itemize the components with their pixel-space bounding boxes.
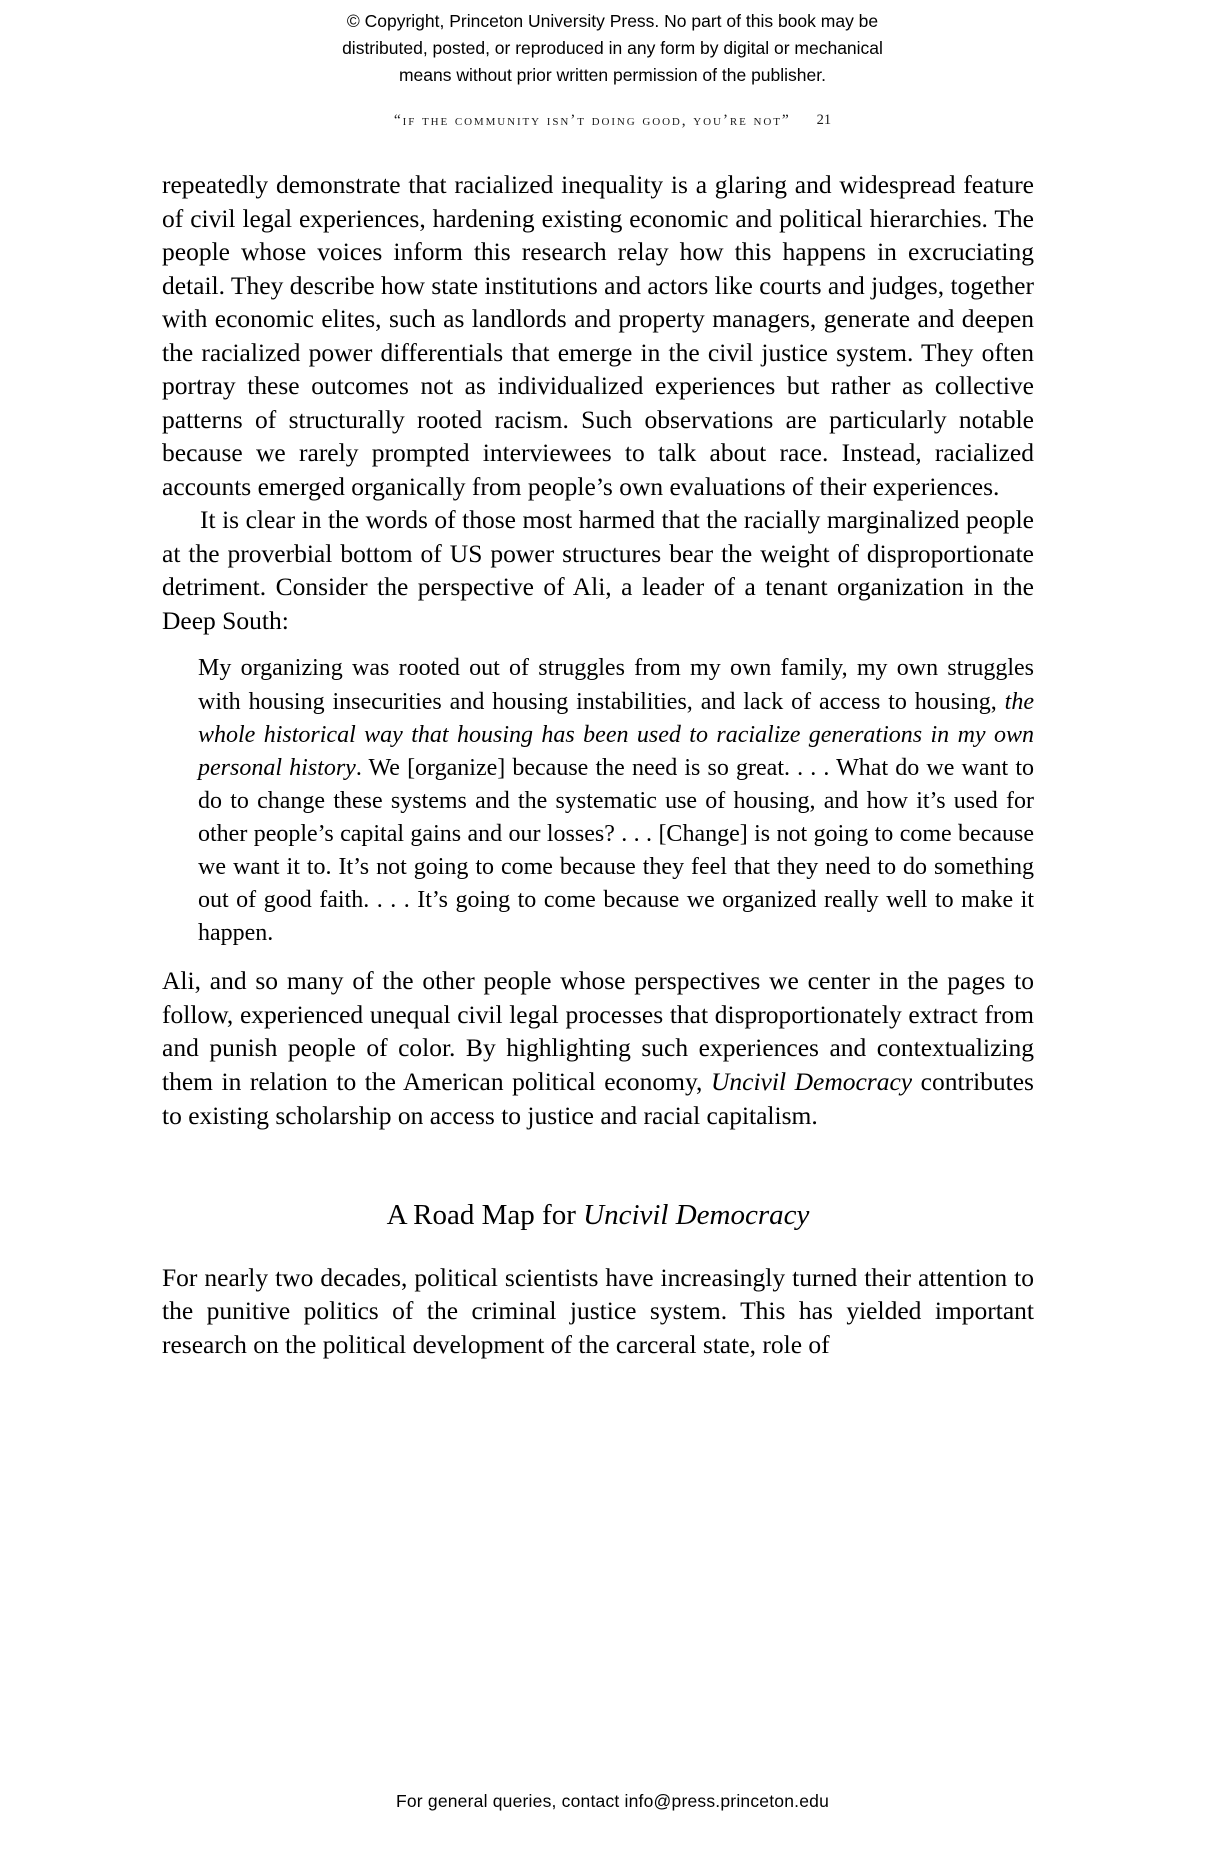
section-heading-prefix: A Road Map for	[386, 1199, 584, 1232]
copyright-notice	[0, 8, 1225, 89]
copyright-line-1: © Copyright, Princeton University Press. No part of this book may be	[346, 11, 879, 31]
running-head-title: “if the community isn’t doing good, you’re not”	[393, 112, 791, 129]
quote-text-part-2: . We [organize] because the need is so great. . . . What do we want to do to change these systems and the systematic use of housing, and how it’s used for other people’s capital gains and our losses? . . . [Change] is not going to come because we want it to. It’s not going to come because they feel that they need to do something out of good faith. . . . It’s going to come because we organized really well to make it happen.	[198, 754, 1034, 947]
copyright-line-3: means without prior written permission of the publisher.	[398, 65, 826, 86]
paragraph-three-part-1: Ali, and so many of the other people whose perspectives we center in the pages to follow, experienced unequal civil legal processes that disproportionately extract from and punish people of color. By highlighting such experiences and contextualizing them in relation to the American political economy,	[162, 966, 1034, 1097]
footer-queries-note: For general queries, contact info@press.princeton.edu	[395, 1791, 830, 1811]
paragraph-continued	[162, 168, 1034, 503]
paragraph-two-text: It is clear in the words of those most harmed that the racially marginalized people at the proverbial bottom of US power structures bear the weight of disproportionate detriment. Consider the perspective of Ali, a leader of a tenant organization in the Deep South:	[162, 505, 1034, 635]
section-heading	[162, 1198, 1034, 1233]
block-quotation	[162, 652, 1034, 950]
block-quotation-paragraph	[198, 652, 1034, 950]
book-title-italic: Uncivil Democracy	[710, 1067, 913, 1097]
section-heading-title-italic: Uncivil Democracy	[583, 1199, 810, 1232]
paragraph-four	[162, 1261, 1034, 1362]
paragraph-three-part-2: contributes to existing scholarship on access to justice and racial capitalism.	[162, 1067, 1034, 1130]
copyright-line-2: distributed, posted, or reproduced in any form by digital or mechanical	[342, 38, 883, 59]
page-body	[162, 168, 1034, 1361]
quote-text-part-1: My organizing was rooted out of struggles from my own family, my own struggles with housing insecurities and housing instabilities, and lack of access to housing,	[198, 655, 1034, 715]
paragraph-continued-text: repeatedly demonstrate that racialized inequality is a glaring and widespread feature of civil legal experiences, hardening existing economic and political hierarchies. The people whose voices inform this research relay how this happens in excruciating detail. They describe how state institutions and actors like courts and judges, together with economic elites, such as landlords and property managers, generate and deepen the racialized power differentials that emerge in the civil justice system. They often portray these outcomes not as individualized experiences but rather as collective patterns of structurally rooted racism. Such observations are particularly notable because we rarely prompted interviewees to talk about race. Instead, racialized accounts emerged organically from people’s own evaluations of their experiences.	[162, 170, 1034, 501]
quote-emphasis: the whole historical way that housing has been used to racialize generations in my own personal history	[198, 688, 1034, 781]
paragraph-four-text: For nearly two decades, political scientists have increasingly turned their attention to the punitive politics of the criminal justice system. This has yielded important research on the political development of the carceral state, role of	[162, 1262, 1034, 1359]
running-head	[0, 112, 1225, 130]
page-number: 21	[816, 112, 832, 128]
paragraph-three	[162, 964, 1034, 1132]
paragraph-two	[162, 503, 1034, 637]
